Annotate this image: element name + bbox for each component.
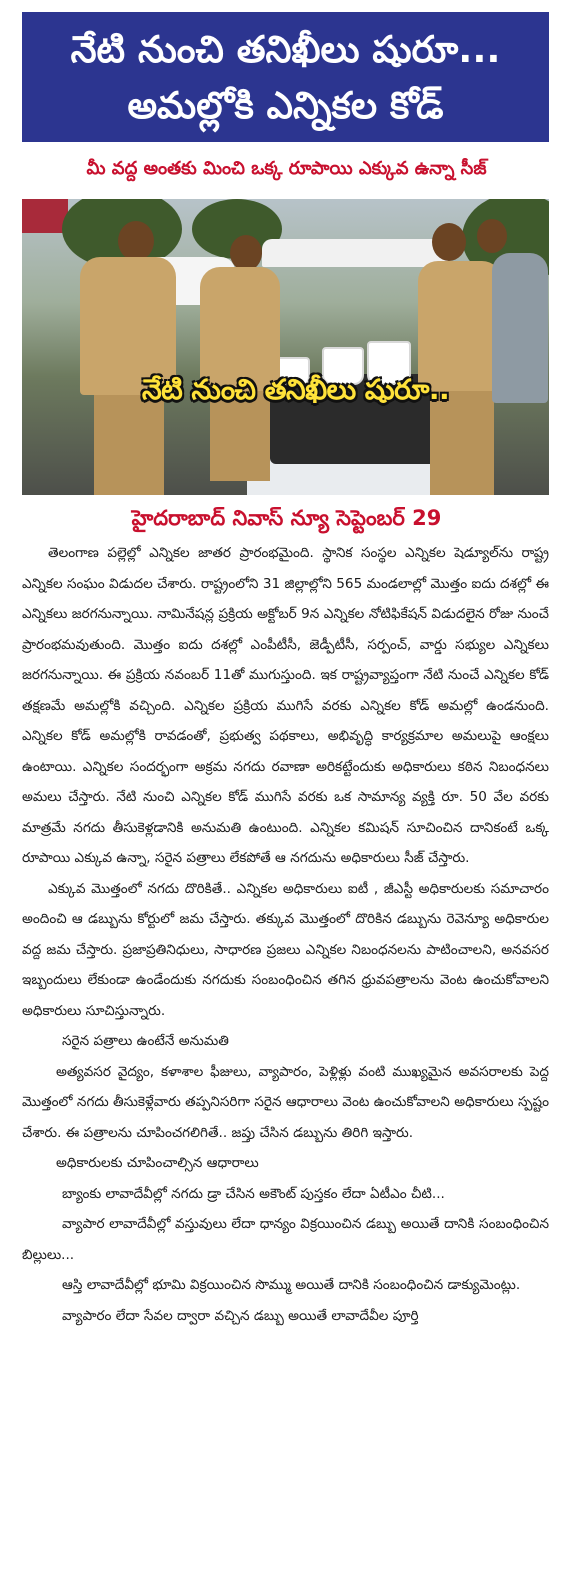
section-heading: అధికారులకు చూపించాల్సిన ఆధారాలు <box>56 1155 259 1171</box>
officer-head <box>118 221 154 261</box>
person-head <box>477 219 507 253</box>
news-photo <box>22 199 549 495</box>
car-trunk-lid <box>262 239 448 267</box>
dateline: హైదరాబాద్ నివాస్ న్యూ సెప్టెంబర్ 29 <box>131 506 442 530</box>
article-paragraph: అత్యవసర వైద్యం, కళాశాల ఫీజులు, వ్యాపారం, పెళ్లిళ్లు వంటి ముఖ్యమైన అవసరాలకు పెద్ద మొత్తంలో నగదు తీసుకెళ్లేవారు తప్పనిసరిగా సరైన ఆధారాలు వెంట ఉంచుకోవాలని అధికారులు స్పష్టం చేశారు. ఈ పత్రాలను చూపించగలిగితే.. జప్తు చేసిన డబ్బును తిరిగి ఇస్తారు. <box>22 1063 549 1141</box>
section-heading: సరైన పత్రాలు ఉంటేనే అనుమతి <box>62 1033 229 1049</box>
photo-overlay-caption: నేటి నుంచి తనిఖీలు షురూ.. <box>142 373 450 406</box>
list-item: వ్యాపార లావాదేవీల్లో వస్తువులు లేదా ధాన్యం విక్రయించిన డబ్బు అయితే దానికి సంబంధించిన బిల్లులు... <box>22 1216 549 1263</box>
list-item: వ్యాపారం లేదా సేవల ద్వారా వచ్చిన డబ్బు అయితే లావాదేవీల పూర్తి <box>62 1307 419 1324</box>
article-body <box>22 538 549 1331</box>
list-item: ఆస్తి లావాదేవీల్లో భూమి విక్రయించిన సొమ్ము అయితే దానికి సంబంధించిన డాక్యుమెంట్లు. <box>62 1277 521 1293</box>
list-item: బ్యాంకు లావాదేవీల్లో నగదు డ్రా చేసిన అకౌంట్ పుస్తకం లేదా ఏటీఎం చీటి... <box>62 1185 445 1202</box>
article-paragraph: ఎక్కువ మొత్తంలో నగదు దొరికితే.. ఎన్నికల అధికారులు ఐటీ , జీఎస్టీ అధికారులకు సమాచారం అందించి ఆ డబ్బును కోర్టులో జమ చేస్తారు. తక్కువ మొత్తంలో దొరికిన డబ్బును రెవెన్యూ అధికారుల వద్ద జమ చేస్తారు. ప్రజాప్రతినిధులు, సాధారణ ప్రజలు ఎన్నికల నిబంధనలను పాటించాలని, అనవసర ఇబ్బందులు లేకుండా ఉండేందుకు నగదుకు సంబంధించిన తగిన ధ్రువపత్రాలను వెంట ఉంచుకోవాలని అధికారులు సూచిస్తున్నారు. <box>22 880 549 1019</box>
headline-line-1: నేటి నుంచి తనిఖీలు షురూ... <box>70 28 501 71</box>
civilian <box>492 253 548 403</box>
headline-line-2: అమల్లోకి ఎన్నికల కోడ్ <box>127 84 444 127</box>
police-officer <box>418 261 502 391</box>
officer-head <box>432 223 466 261</box>
subheadline: మీ వద్ద అంతకు మించి ఒక్క రూపాయి ఎక్కువ ఉన్నా సీజ్ <box>86 158 487 179</box>
officer-head <box>230 235 262 271</box>
headline-banner <box>22 12 549 142</box>
article-paragraph: తెలంగాణ పల్లెల్లో ఎన్నికల జాతర ప్రారంభమైంది. స్థానిక సంస్థల ఎన్నికల షెడ్యూల్‌ను రాష్ట్ర ఎన్నికల సంఘం విడుదల చేశారు. రాష్ట్రంలోని 31 జిల్లాల్లోని 565 మండలాల్లో మొత్తం ఐదు దశల్లో ఈ ఎన్నికలు జరగనున్నాయి. నామినేషన్ల ప్రక్రియ అక్టోబర్ 9న ఎన్నికల నోటిఫికేషన్ విడుదలైన రోజు నుంచే ప్రారంభమవుతుంది. మొత్తం ఐదు దశల్లో ఎంపీటీసీ, జెడ్పీటీసీ, సర్పంచ్, వార్డు సభ్యుల ఎన్నికలు జరగనున్నాయి. ఈ ప్రక్రియ నవంబర్ 11తో ముగుస్తుంది. ఇక రాష్ట్రవ్యాప్తంగా నేటి నుంచే ఎన్నికల కోడ్ తక్షణమే అమల్లోకి వచ్చింది. ఎన్నికల ప్రక్రియ ముగిసే వరకు ఎన్నికల కోడ్ అమల్లో ఉండనుంది. ఎన్నికల కోడ్ అమల్లోకి రావడంతో, ప్రభుత్వ పథకాలు, అభివృద్ధి కార్యక్రమాల అమలుపై ఆంక్షలు ఉంటాయి. ఎన్నికల సందర్భంగా అక్రమ నగదు రవాణా అరికట్టేందుకు అధికారులు కఠిన నిబంధనలు అమలు చేస్తారు. నేటి నుంచి ఎన్నికల కోడ్ ముగిసే వరకు ఒక సామాన్య వ్యక్తి రూ. 50 వేల వరకు మాత్రమే నగదు తీసుకెళ్లడానికి అనుమతి ఉంటుంది. ఎన్నికల కమిషన్ సూచించిన దానికంటే ఒక్క రూపాయి ఎక్కువ ఉన్నా, సరైన పత్రాలు లేకపోతే ఆ నగదును అధికారులు సీజ్ చేస్తారు. <box>22 545 550 866</box>
